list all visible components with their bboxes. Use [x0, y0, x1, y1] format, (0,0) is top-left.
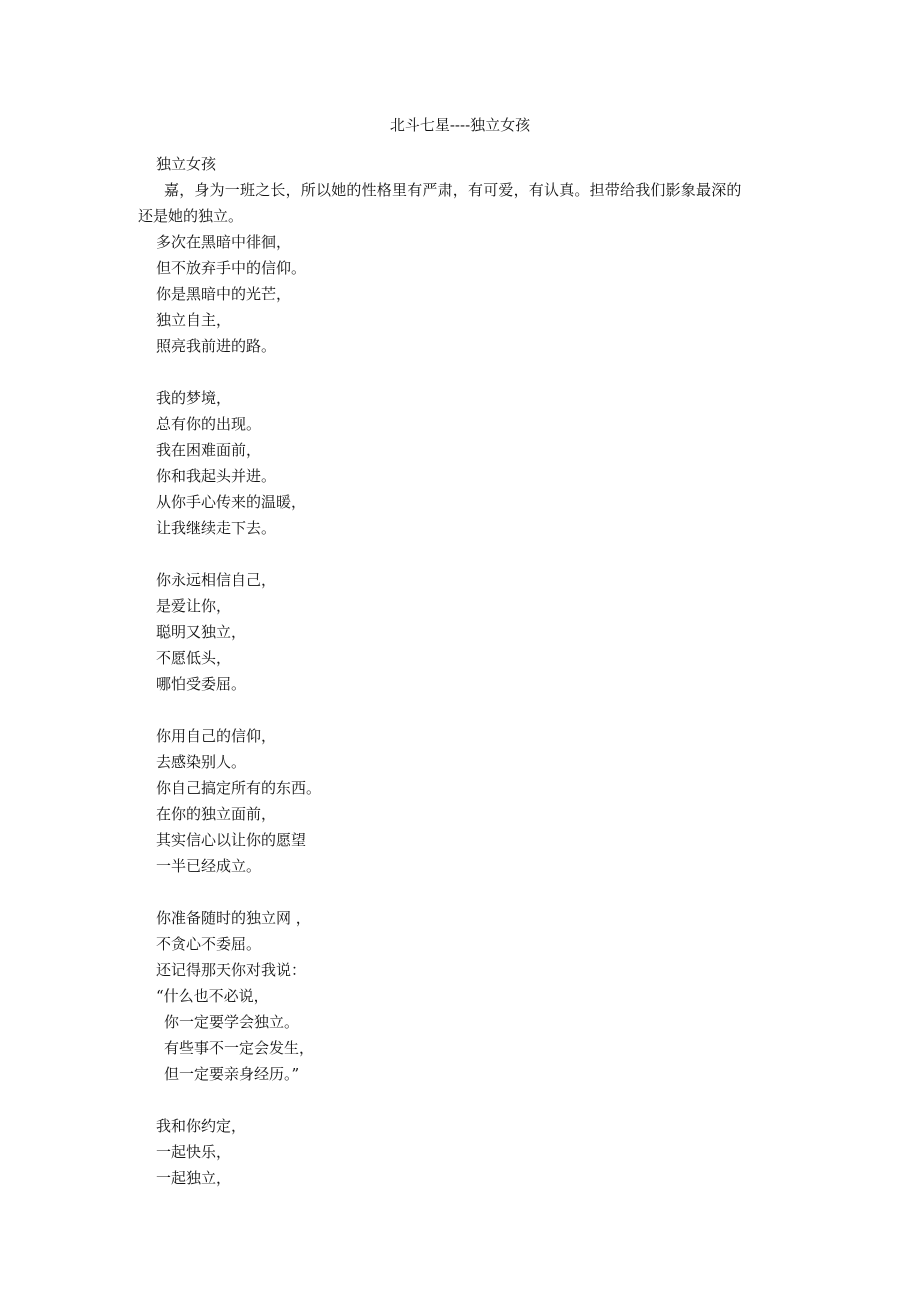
poem-line: 一起快乐，	[156, 1143, 232, 1161]
stanza-gap	[138, 1087, 798, 1113]
poem-line: 让我继续走下去。	[156, 519, 277, 537]
poem-line: 我和你约定，	[156, 1117, 247, 1135]
stanza-gap	[138, 359, 798, 385]
poem-line: 其实信心以让你的愿望	[156, 831, 307, 849]
poem-line: 是爱让你，	[156, 597, 232, 615]
document-body	[138, 151, 798, 1191]
intro-paragraph-line: 还是她的独立。	[138, 207, 244, 225]
poem-line: 我在困难面前，	[156, 441, 262, 459]
poem-line: 我的梦境，	[156, 389, 232, 407]
poem-line: 你准备随时的独立网 ，	[156, 909, 311, 927]
document-title: 北斗七星----独立女孩	[389, 116, 531, 134]
poem-line: 但不放弃手中的信仰。	[156, 259, 307, 277]
poem-line: 你和我起头并进。	[156, 467, 277, 485]
stanza-gap	[138, 697, 798, 723]
poem-line: 总有你的出现。	[156, 415, 262, 433]
quote-line: 你一定要学会独立。	[164, 1013, 300, 1031]
poem-line: 不愿低头，	[156, 649, 232, 667]
poem-line: 还记得那天你对我说：	[156, 961, 307, 979]
poem-line: 不贪心不委屈。	[156, 935, 262, 953]
intro-paragraph-line: 嘉，身为一班之长，所以她的性格里有严肃，有可爱，有认真。担带给我们影象最深的	[164, 181, 742, 199]
poem-line: 去感染别人。	[156, 753, 247, 771]
poem-line: 你自己搞定所有的东西。	[156, 779, 322, 797]
quote-line: 但一定要亲身经历。”	[164, 1065, 300, 1083]
poem-line: 一半已经成立。	[156, 857, 262, 875]
poem-line: 一起独立，	[156, 1169, 232, 1187]
poem-line: 多次在黑暗中徘徊，	[156, 233, 292, 251]
stanza-gap	[138, 879, 798, 905]
poem-line: 在你的独立面前，	[156, 805, 277, 823]
poem-line: 照亮我前进的路。	[156, 337, 277, 355]
poem-line: 你永远相信自己，	[156, 571, 277, 589]
poem-line: 独立自主，	[156, 311, 232, 329]
poem-line: 从你手心传来的温暖，	[156, 493, 307, 511]
quote-line: “什么也不必说，	[156, 987, 269, 1005]
poem-line: 聪明又独立，	[156, 623, 247, 641]
poem-line: 你是黑暗中的光芒，	[156, 285, 292, 303]
poem-line: 你用自己的信仰，	[156, 727, 277, 745]
stanza-gap	[138, 541, 798, 567]
quote-line: 有些事不一定会发生，	[164, 1039, 315, 1057]
section-heading: 独立女孩	[156, 155, 217, 173]
poem-line: 哪怕受委屈。	[156, 675, 247, 693]
